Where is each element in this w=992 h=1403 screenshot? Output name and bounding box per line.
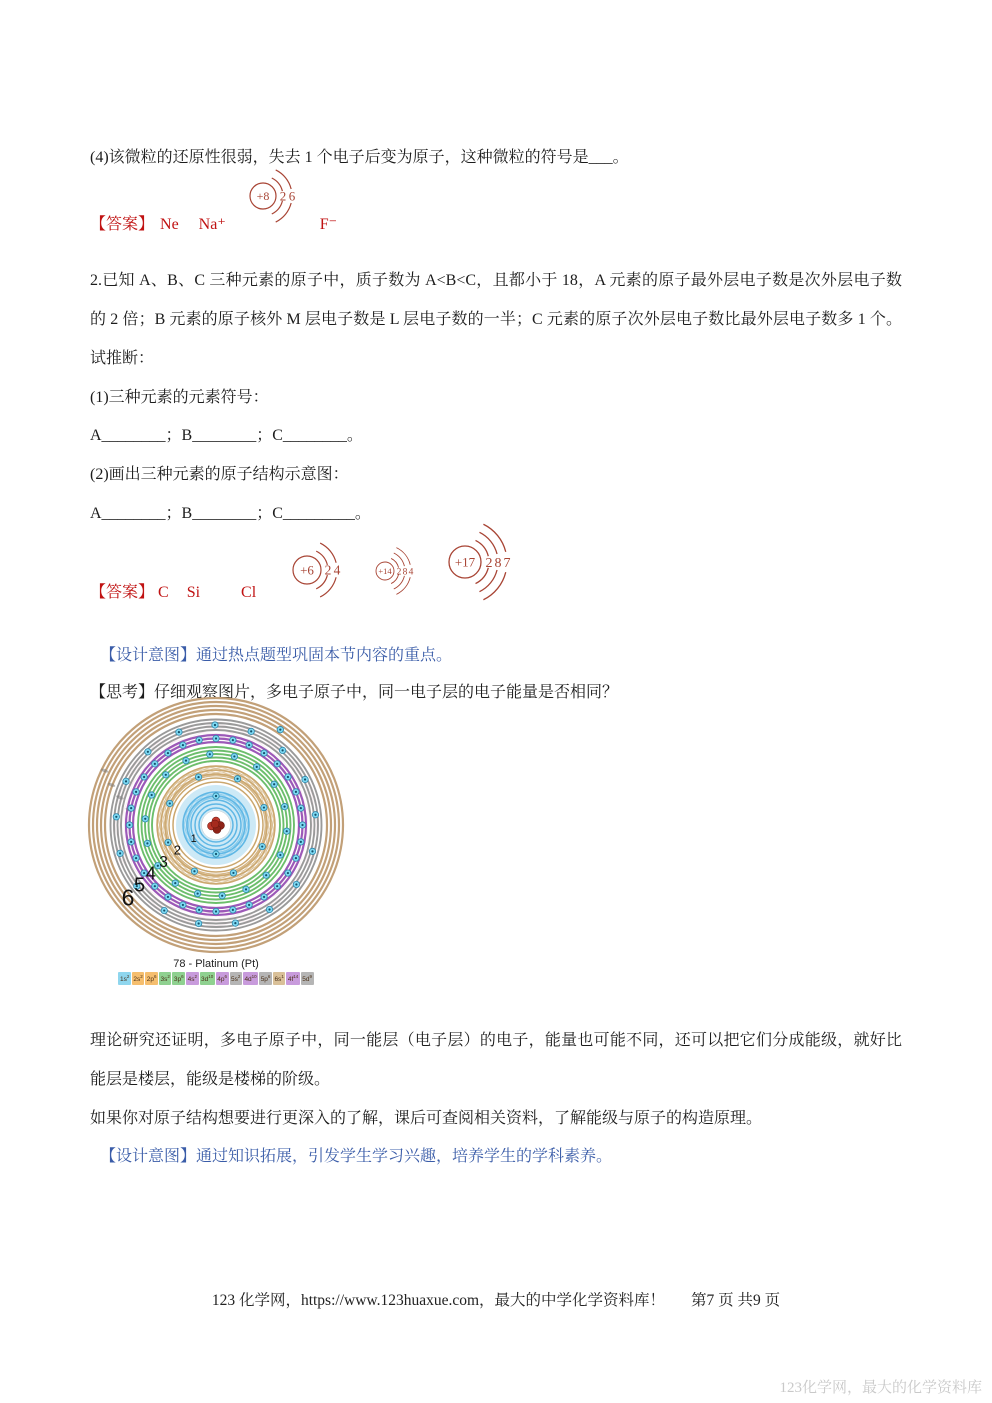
think-note-label: 【思考】 — [90, 684, 155, 701]
answer-2-line — [90, 582, 256, 604]
config-box-4p: $4p^6$ — [217, 974, 228, 984]
config-box-2s: $2s^2$ — [133, 974, 143, 984]
platinum-caption: 78 - Platinum (Pt) — [173, 958, 259, 970]
svg-text:6: 6 — [121, 884, 135, 911]
config-box-5s: $5s^2$ — [231, 974, 241, 984]
svg-text:+8: +8 — [256, 189, 270, 204]
paragraph-further-reading: 如果你对原子结构想要进行更深入的了解，课后可查阅相关资料，了解能级与原子的构造原理。 — [90, 1110, 763, 1127]
answer-2-item-si: Si — [186, 584, 201, 601]
svg-text:3: 3 — [159, 854, 168, 872]
design-note-1-text: 通过热点题型巩固本节内容的重点。 — [196, 647, 453, 664]
think-note-text: 仔细观察图片，多电子原子中，同一电子层的电子能量是否相同？ — [154, 684, 619, 701]
svg-text:6: 6 — [288, 188, 296, 204]
svg-text:7: 7 — [503, 555, 511, 571]
answer-2-item-cl: Cl — [241, 584, 257, 601]
svg-text:2: 2 — [396, 567, 402, 578]
svg-text:1: 1 — [190, 833, 197, 846]
answer-label: 【答案】 — [90, 216, 155, 233]
svg-text:2: 2 — [279, 188, 287, 204]
svg-text:+17: +17 — [454, 554, 476, 570]
question-2-part1: (1)三种元素的元素符号： — [90, 389, 269, 406]
question-4-text: (4)该微粒的还原性很弱，失去 1 个电子后变为原子，这种微粒的符号是___。 — [90, 149, 629, 166]
config-box-3d: $3d^{10}$ — [201, 974, 214, 984]
svg-text:8: 8 — [402, 567, 408, 578]
svg-text:4: 4 — [408, 567, 414, 578]
svg-text:2: 2 — [485, 555, 493, 571]
question-2-part1-blanks: A________；B________；C________。 — [90, 427, 363, 444]
svg-text:+14: +14 — [378, 565, 392, 576]
page-footer — [0, 1288, 992, 1310]
config-box-4d: $4d^{10}$ — [244, 974, 257, 984]
svg-text:4: 4 — [145, 863, 156, 884]
answer-1-item-f: F⁻ — [319, 216, 338, 233]
design-note-2 — [90, 1137, 912, 1176]
answer-2-item-c: C — [158, 584, 169, 601]
bohr-diagram-silicon-icon — [372, 539, 440, 603]
svg-text:2: 2 — [324, 562, 332, 578]
config-box-3s: $3s^2$ — [160, 974, 170, 984]
answer-1-row — [90, 160, 650, 236]
platinum-shell-diagram-icon — [86, 695, 346, 955]
question-2-intro: 2.已知 A、B、C 三种元素的原子中，质子数为 A<B<C，且都小于 18，A 元素的原子最外层电子数是次外层电子数的 2 倍；B 元素的原子核外 M 层电子数是 L 层电子数的一半；C 元素的原子次外层电子数比最外层电子数多 1 个。试推断： — [90, 272, 902, 367]
svg-text:4: 4 — [333, 562, 341, 578]
answer-1-item-ne: Ne — [160, 216, 179, 233]
answer-label: 【答案】 — [90, 584, 155, 601]
answer-1-item-na: Na⁺ — [198, 216, 226, 233]
question-2-part2-blanks: A________；B________；C_________。 — [90, 505, 371, 522]
svg-text:2: 2 — [173, 842, 182, 858]
footer-page-number: 第7 页 共9 页 — [691, 1292, 781, 1309]
bohr-diagram-carbon-icon — [285, 528, 375, 614]
design-note-2-text: 通过知识拓展，引发学生学习兴趣，培养学生的学科素养。 — [196, 1148, 613, 1165]
config-box-6s: $6s^1$ — [274, 974, 284, 984]
config-box-3p: $3p^6$ — [173, 974, 184, 984]
config-box-5d: $5d^9$ — [302, 974, 313, 984]
config-box-2p: $2p^6$ — [146, 974, 157, 984]
platinum-atom-figure — [86, 695, 356, 985]
bohr-diagram-chlorine-icon — [439, 512, 557, 612]
question-2-part2: (2)画出三种元素的原子结构示意图： — [90, 466, 349, 483]
watermark-text: 123化学网，最大的化学资料库 — [779, 1380, 982, 1396]
config-box-1s: $1s^2$ — [119, 974, 130, 984]
config-box-4s: $4s^2$ — [187, 974, 198, 984]
config-box-5p: $5p^6$ — [260, 974, 271, 984]
paragraph-energy-levels: 理论研究还证明，多电子原子中，同一能层（电子层）的电子，能量也可能不同，还可以把它们分成能级，就好比能层是楼层，能级是楼梯的阶级。 — [90, 1032, 902, 1088]
design-note-1 — [90, 636, 912, 675]
design-note-2-label: 【设计意图】 — [100, 1148, 197, 1165]
svg-text:+6: +6 — [300, 562, 314, 578]
footer-site-text: 123 化学网，https://www.123huaxue.com，最大的中学化学资料库！ — [211, 1292, 666, 1309]
design-note-1-label: 【设计意图】 — [100, 647, 197, 664]
answer-2-row — [90, 512, 690, 604]
answer-1-line — [90, 214, 337, 236]
electron-configuration-row — [86, 972, 346, 985]
svg-text:5: 5 — [134, 874, 146, 897]
config-box-4f: $4f^{14}$ — [287, 974, 299, 984]
svg-text:8: 8 — [494, 555, 502, 571]
